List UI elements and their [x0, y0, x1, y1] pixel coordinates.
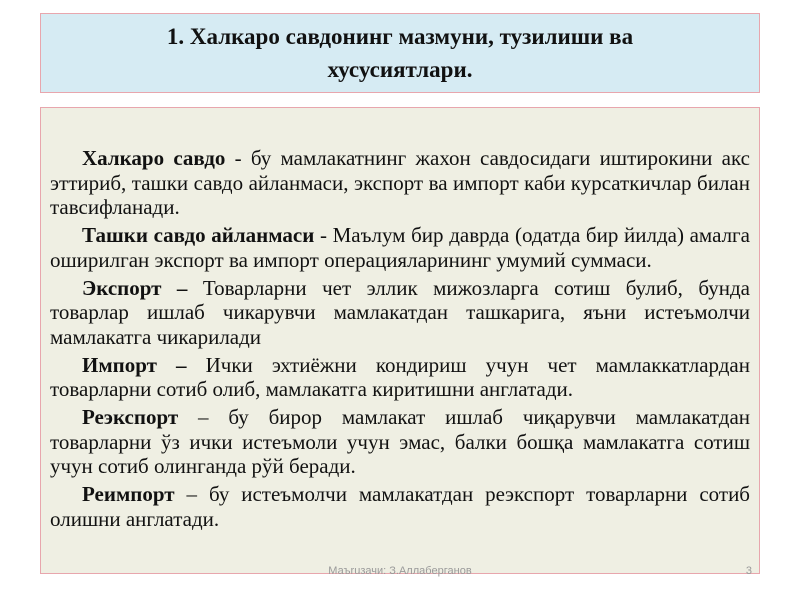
term-export: Экспорт –	[82, 275, 188, 300]
term-international-trade: Халкаро савдо	[82, 146, 226, 170]
definition-export: Товарларни чет эллик мижозларга сотиш булиб, бунда товарлар ишлаб чикарувчи мамлакатдан ташкарига, яъни истеъмолчи мамлакатга чикарилади	[50, 275, 750, 349]
definition-reexport: – бу бирор мамлакат ишлаб чиқарувчи мамлакатдан товарларни ўз ички истеъмоли учун эмас, балки бошқа мамлакатга сотиш учун сотиб олинганда рўй беради.	[50, 405, 750, 479]
slide-footer	[0, 565, 800, 581]
page-number: 3	[745, 565, 752, 577]
term-foreign-trade-turnover: Ташки савдо айланмаси	[82, 223, 315, 248]
slide-content-box	[40, 107, 760, 574]
slide-title: 1. Халкаро савдонинг мазмуни, тузилиши ва хусусиятлари.	[166, 24, 634, 82]
paragraph-reimport	[50, 482, 750, 531]
footer-author: Маъruзачи: З.Аллабeрганов	[328, 565, 472, 577]
slide-title-box	[40, 13, 760, 93]
term-reimport: Реимпорт	[82, 482, 175, 507]
paragraph-international-trade	[50, 146, 750, 220]
definition-international-trade: - бу мамлакатнинг жахон савдосидаги иштирокини акс эттириб, ташки савдо айланмаси, экспорт ва импорт каби курсаткичлар билан тавсифланади.	[50, 146, 750, 220]
term-reexport: Реэкспорт	[82, 405, 179, 430]
definition-foreign-trade-turnover: - Маълум бир даврда (одатда бир йилда) амалга оширилган экспорт ва импорт операцияларининг умумий суммаси.	[50, 223, 750, 272]
paragraph-export	[50, 276, 750, 350]
definition-import: Ички эхтиёжни кондириш учун чет мамлаккатлардан товарларни сотиб олиб, мамлакатга киритишни англатади.	[50, 352, 750, 402]
paragraph-import	[50, 353, 750, 402]
term-import: Импорт –	[82, 352, 187, 377]
paragraph-reexport	[50, 405, 750, 479]
paragraph-foreign-trade-turnover	[50, 223, 750, 272]
definition-reimport: – бу истеъмолчи мамлакатдан реэкспорт товарларни сотиб олишни англатади.	[50, 482, 750, 531]
